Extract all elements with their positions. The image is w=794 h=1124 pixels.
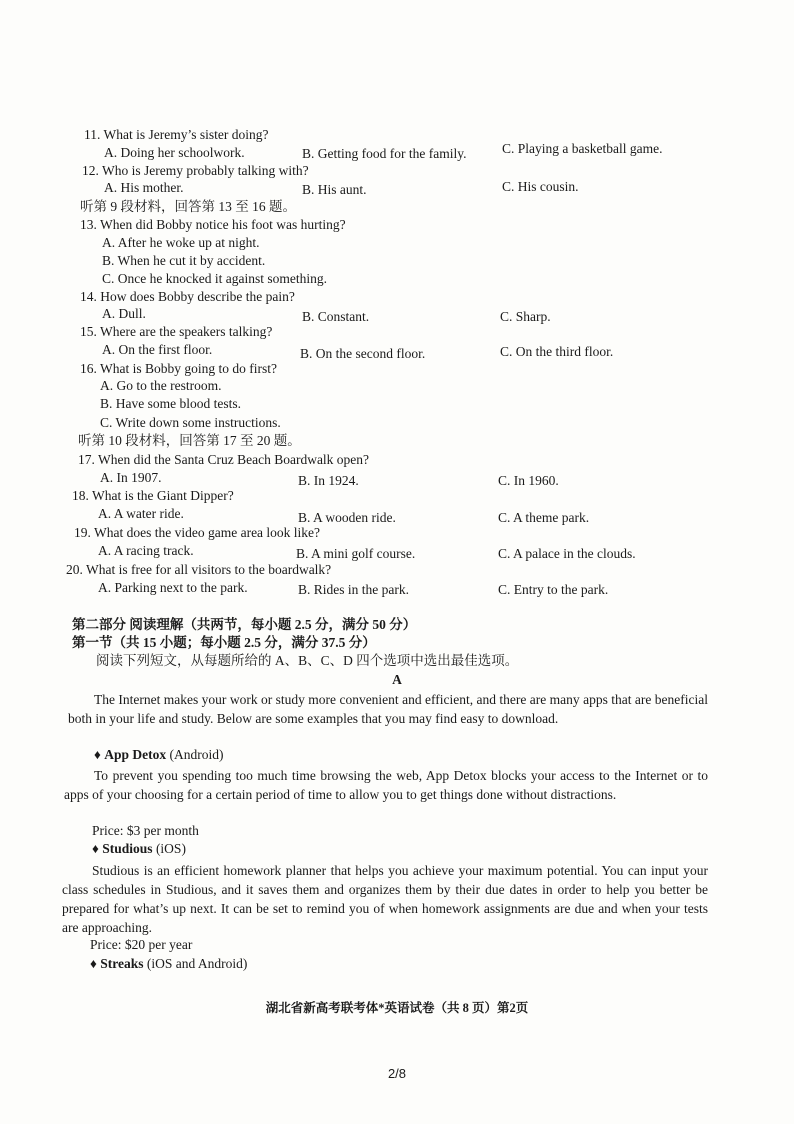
q18-option-a: A. A water ride. [98,506,184,521]
q11-option-c: C. Playing a basketball game. [502,141,663,156]
studious-price: Price: $20 per year [90,937,193,952]
page-number: 2/8 [387,1066,407,1081]
studious-heading [92,841,186,857]
question-15: 15. Where are the speakers talking? [80,324,273,339]
section-10-heading: 听第 10 段材料，回答第 17 至 20 题。 [78,433,301,448]
question-13: 13. When did Bobby notice his foot was hurting? [80,217,346,232]
q17-option-a: A. In 1907. [100,470,162,485]
question-12: 12. Who is Jeremy probably talking with? [82,163,309,178]
app-detox-description: To prevent you spending too much time browsing the web, App Detox blocks your access to the Internet or to apps of your choosing for a certain period of time to allow you to get things done without distractions. [64,768,708,802]
q16-option-c: C. Write down some instructions. [100,415,281,430]
q20-option-a: A. Parking next to the park. [98,580,248,595]
diamond-bullet-icon: ♦ [90,956,97,971]
q18-option-b: B. A wooden ride. [298,510,396,525]
streaks-name: Streaks [100,956,144,971]
studious-description: Studious is an efficient homework planner that helps you achieve your maximum potential. You can input your class schedules in Studious, and it saves them and organizes them by their due dates in order to help you better be prepared for what’s up next. It can be set to remind you of when homework assignments are due and when your tests are approaching. [62,863,708,935]
question-19: 19. What does the video game area look like? [74,525,321,540]
question-14: 14. How does Bobby describe the pain? [80,289,295,304]
q12-option-b: B. His aunt. [302,182,367,197]
studious-name: Studious [102,841,153,856]
q11-option-a: A. Doing her schoolwork. [104,145,245,160]
app-detox-platform: (Android) [166,747,224,762]
reading-instruction: 阅读下列短文，从每题所给的 A、B、C、D 四个选项中选出最佳选项。 [96,653,519,668]
diamond-bullet-icon: ♦ [92,841,99,856]
studious-platform: (iOS) [152,841,186,856]
q18-option-c: C. A theme park. [498,510,590,525]
q14-option-c: C. Sharp. [500,309,551,324]
question-20: 20. What is free for all visitors to the boardwalk? [66,562,332,577]
q19-option-a: A. A racing track. [98,543,194,558]
q13-option-a: A. After he woke up at night. [102,235,260,250]
q13-option-c: C. Once he knocked it against something. [102,271,327,286]
q20-option-b: B. Rides in the park. [298,582,409,597]
question-17: 17. When did the Santa Cruz Beach Boardwalk open? [78,452,370,467]
streaks-platform: (iOS and Android) [143,956,248,971]
q12-option-c: C. His cousin. [502,179,579,194]
q14-option-a: A. Dull. [102,306,146,321]
question-16: 16. What is Bobby going to do first? [80,361,277,376]
q15-option-c: C. On the third floor. [500,344,614,359]
q14-option-b: B. Constant. [302,309,370,324]
streaks-heading [90,956,247,972]
app-detox-heading [94,747,224,763]
diamond-bullet-icon: ♦ [94,747,101,762]
q16-option-a: A. Go to the restroom. [100,378,222,393]
q13-option-b: B. When he cut it by accident. [102,253,266,268]
q11-option-b: B. Getting food for the family. [302,146,467,161]
passage-letter: A [392,672,402,687]
question-18: 18. What is the Giant Dipper? [72,488,234,503]
q12-option-a: A. His mother. [104,180,184,195]
section-one-title: 第一节（共 15 小题；每小题 2.5 分，满分 37.5 分） [72,635,376,650]
passage-intro: The Internet makes your work or study more convenient and efficient, and there are many apps that are beneficial both in your life and study. Below are some examples that you may find easy to download. [68,692,708,726]
q19-option-b: B. A mini golf course. [296,546,416,561]
app-detox-name: App Detox [104,747,167,762]
q17-option-b: B. In 1924. [298,473,359,488]
q16-option-b: B. Have some blood tests. [100,396,241,411]
q20-option-c: C. Entry to the park. [498,582,609,597]
app-detox-price: Price: $3 per month [92,823,199,838]
question-11: 11. What is Jeremy’s sister doing? [84,127,269,142]
section-9-heading: 听第 9 段材料，回答第 13 至 16 题。 [80,199,296,214]
q15-option-a: A. On the first floor. [102,342,213,357]
q19-option-c: C. A palace in the clouds. [498,546,636,561]
q15-option-b: B. On the second floor. [300,346,426,361]
part-two-title: 第二部分 阅读理解（共两节，每小题 2.5 分，满分 50 分） [72,617,417,632]
exam-footer: 湖北省新高考联考体*英语试卷（共 8 页）第2页 [265,1001,529,1015]
q17-option-c: C. In 1960. [498,473,559,488]
